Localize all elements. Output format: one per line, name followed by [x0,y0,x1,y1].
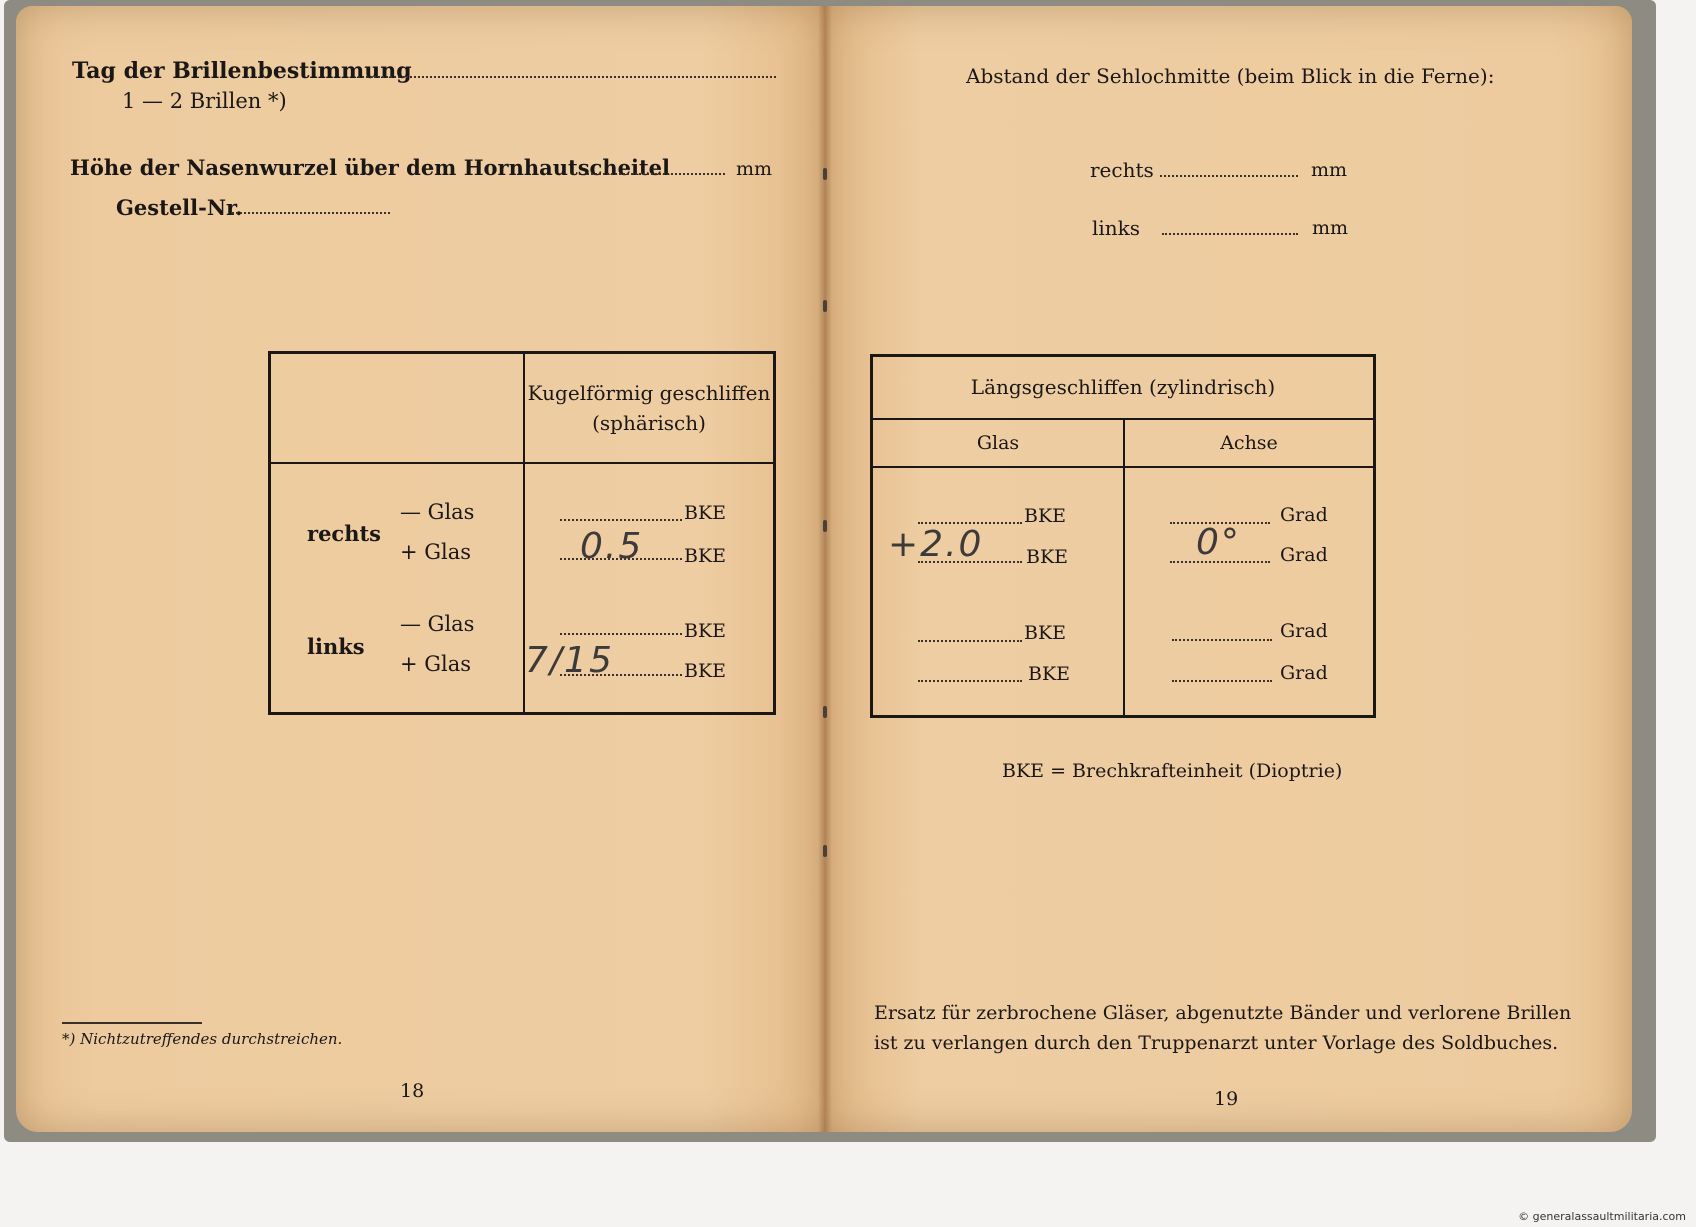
links-minus-glas: — Glas [400,612,475,636]
gestell-dotted-line [232,212,390,214]
abstand-links-unit: mm [1312,217,1349,239]
bke-definition: BKE = Brechkrafteinheit (Dioptrie) [1002,760,1343,782]
abstand-rechts-dots [1160,175,1298,177]
sphere-right-minus-dots [560,519,682,521]
sphere-right-plus-unit: BKE [684,545,727,567]
abstand-links-dots [1162,233,1298,235]
footnote-rule [62,1022,202,1024]
table-corner-cell [270,353,525,463]
cyl-left-minus-dots [918,640,1022,642]
ersatz-line-2: ist zu verlangen durch den Truppenarzt unter Vorlage des Soldbuches. [874,1032,1559,1054]
sphere-right-minus-unit: BKE [684,502,727,524]
binding-stitch [823,300,827,312]
handwritten-axis-right: 0° [1196,522,1241,563]
binding-stitch [823,706,827,718]
binding-stitch [823,845,827,857]
ersatz-line-1: Ersatz für zerbrochene Gläser, abgenutzte Bänder und verlorene Brillen [874,1002,1572,1024]
sphere-left-minus-unit: BKE [684,620,727,642]
cyl-left-minus-unit: BKE [1024,622,1067,644]
cylindrical-header: Längsgeschliffen (zylindrisch) [872,356,1375,419]
cyl-left-plus-unit: BKE [1028,663,1071,685]
nasenwurzel-label: Höhe der Nasenwurzel über dem Hornhautscheitel [70,155,670,180]
row-labels-cell [270,463,525,714]
page-number-18: 18 [400,1080,425,1102]
axis-values-cell [1124,467,1375,717]
cylinder-values-cell [872,467,1125,717]
row-label-rechts: rechts [307,521,382,546]
cyl-right-minus-unit: BKE [1024,505,1067,527]
axis-right-plus-unit: Grad [1280,544,1328,566]
col-header-achse: Achse [1124,419,1375,467]
sphere-left-plus-unit: BKE [684,660,727,682]
axis-left-plus-unit: Grad [1280,662,1328,684]
abstand-label: Abstand der Sehlochmitte (beim Blick in die Ferne): [966,64,1495,88]
handwritten-links-note: 7/15 [525,640,614,681]
binding-stitch [823,520,827,532]
axis-left-minus-dots [1172,639,1272,641]
rechts-minus-glas: — Glas [400,500,475,524]
spherical-header-line1: Kugelförmig geschliffen [527,380,771,405]
axis-right-minus-unit: Grad [1280,504,1328,526]
rechts-plus-glas: + Glas [400,540,472,564]
handwritten-sphere-right: 0.5 [580,526,644,567]
axis-left-plus-dots [1172,680,1272,682]
col-header-glas: Glas [872,419,1125,467]
tag-brillenbestimmung-label: Tag der Brillenbestimmung [72,58,412,84]
sphere-left-minus-dots [560,633,682,635]
abstand-rechts-label: rechts [1090,158,1154,182]
page-number-19: 19 [1214,1088,1239,1110]
cyl-right-plus-unit: BKE [1026,546,1069,568]
abstand-rechts-unit: mm [1311,159,1348,181]
spherical-header [524,353,775,463]
spherical-header-line2: (sphärisch) [592,410,706,435]
binding-stitch [823,168,827,180]
gestell-label: Gestell-Nr. [116,195,243,220]
handwritten-cylinder-right: +2.0 [888,524,984,565]
row-label-links: links [307,634,365,659]
footnote: *) Nichtzutreffendes durchstreichen. [62,1030,343,1048]
nasenwurzel-unit: mm [736,158,773,180]
nasenwurzel-dotted-line [587,173,725,175]
abstand-links-label: links [1092,216,1141,240]
brillen-count-label: 1 — 2 Brillen *) [122,89,287,113]
tag-dotted-line [358,76,776,78]
cyl-left-plus-dots [918,680,1022,682]
axis-left-minus-unit: Grad [1280,620,1328,642]
copyright-notice: © generalassaultmilitaria.com [1518,1210,1686,1223]
links-plus-glas: + Glas [400,652,472,676]
